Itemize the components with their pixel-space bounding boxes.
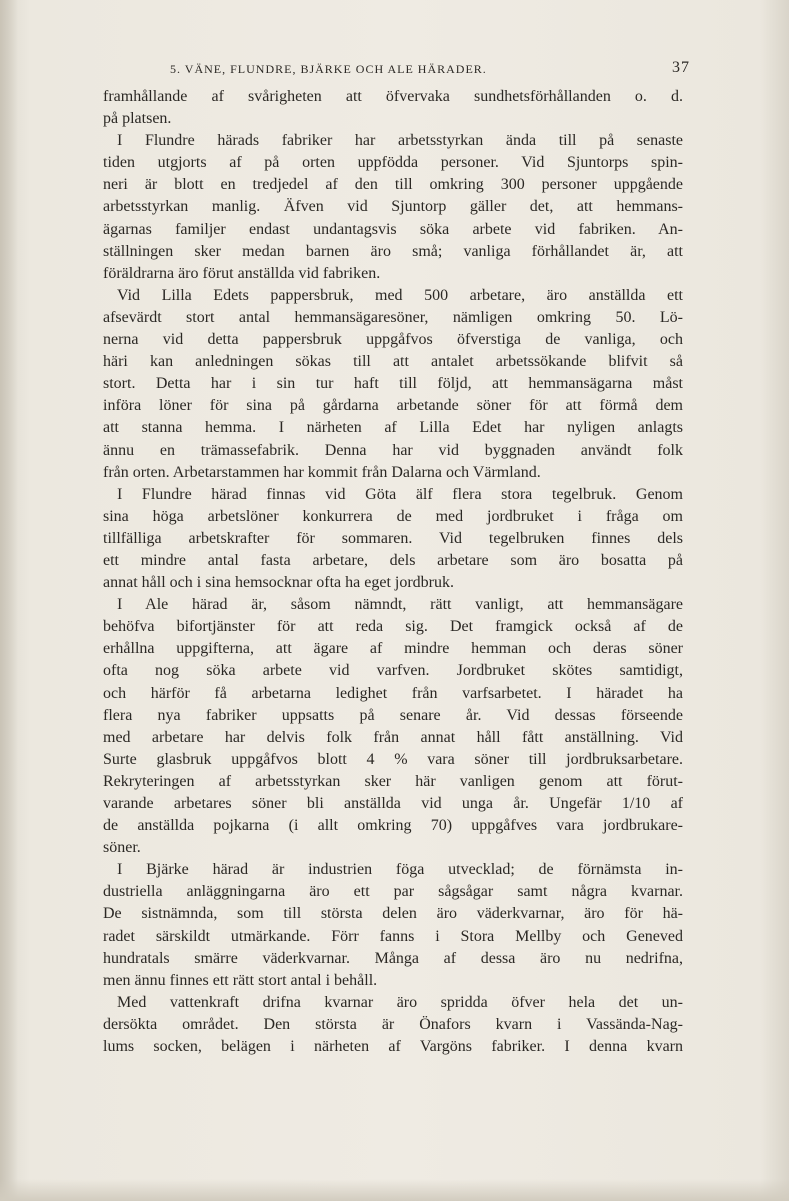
running-header — [170, 59, 690, 82]
text-line: sina höga arbetslöner konkurrera de med jordbruket i fråga om — [103, 507, 683, 525]
text-line: ställningen sker medan barnen äro små; vanliga förhållandet är, att — [103, 242, 683, 260]
text-line: att stanna hemma. I närheten af Lilla Edet har nyligen anlagts — [103, 419, 683, 437]
text-line: på platsen. — [103, 110, 172, 128]
text-line: och härför få arbetarna ledighet från varfsarbetet. I häradet ha — [103, 684, 683, 702]
text-line: med arbetare har delvis folk från annat håll fått anställning. Vid — [103, 728, 683, 746]
text-line: införa löner för sina på gårdarna arbetande söner för att förmå dem — [103, 397, 683, 415]
text-line: föräldrarna äro förut anställda vid fabriken. — [103, 264, 381, 282]
text-line: framhållande af svårigheten att öfvervaka sundhetsförhållanden o. d. — [103, 88, 683, 105]
text-line: ägarnas familjer endast undantagsvis söka arbete vid fabriken. An- — [103, 220, 683, 238]
text-line: söner. — [103, 839, 141, 857]
text-line: Vid Lilla Edets pappersbruk, med 500 arbetare, äro anställda ett — [117, 286, 683, 304]
text-line: ett mindre antal fasta arbetare, dels arbetare som äro bosatta på — [103, 551, 683, 569]
text-line: erhållna uppgifterna, att ägare af mindre hemman och deras söner — [103, 640, 683, 658]
page-shadow-bottom — [0, 1179, 789, 1201]
page-shadow-left — [0, 0, 18, 1201]
body-text — [103, 86, 683, 1058]
text-line: I Ale härad är, såsom nämndt, rätt vanligt, att hemmansägare — [117, 596, 683, 614]
text-line: hundratals smärre väderkvarnar. Många af dessa äro nu nedrifna, — [103, 949, 683, 967]
text-line: annat håll och i sina hemsocknar ofta ha eget jordbruk. — [103, 574, 454, 592]
text-line: varande arbetares söner bli anställda vid unga år. Ungefär 1/10 af — [103, 795, 683, 812]
text-line: flera nya fabriker uppsatts på senare år. Vid dessas förseende — [103, 706, 683, 724]
text-line: men ännu finnes ett rätt stort antal i behåll. — [103, 971, 378, 989]
text-line: De sistnämnda, som till största delen äro väderkvarnar, äro för hä- — [103, 905, 683, 923]
text-line: behöfva bifortjänster för att reda sig. Det framgick också af de — [103, 618, 683, 636]
text-line: arbetsstyrkan manlig. Äfven vid Sjuntorp gäller det, att hemmans- — [103, 198, 683, 216]
text-line: I Flundre härads fabriker har arbetsstyrkan ända till på senaste — [117, 132, 683, 150]
page-number: 37 — [672, 59, 690, 76]
text-line: Surte glasbruk uppgåfvos blott 4 % vara söner till jordbruksarbetare. — [103, 750, 683, 768]
text-line: från orten. Arbetarstammen har kommit från Dalarna och Värmland. — [103, 463, 541, 481]
text-line: dustriella anläggningarna äro ett par sågsågar samt några kvarnar. — [103, 883, 683, 901]
text-line: tillfälliga arbetskrafter för sommaren. Vid tegelbruken finnes dels — [103, 529, 683, 547]
text-line: afsevärdt stort antal hemmansägaresöner, nämligen omkring 50. Lö- — [103, 308, 683, 326]
text-line: radet särskildt utmärkande. Förr fanns i Stora Mellby och Geneved — [103, 927, 683, 945]
text-line: lums socken, belägen i närheten af Vargöns fabriker. I denna kvarn — [103, 1038, 683, 1056]
text-line: häri kan anledningen sökas till att antalet arbetssökande blifvit så — [103, 353, 683, 371]
chapter-title: 5. VÄNE, FLUNDRE, BJÄRKE OCH ALE HÄRADER. — [170, 62, 487, 76]
text-line: tiden utgjorts af på orten uppfödda personer. Vid Sjuntorps spin- — [103, 154, 683, 172]
text-line: I Bjärke härad är industrien föga utvecklad; de förnämsta in- — [117, 861, 683, 879]
text-line: stort. Detta har i sin tur haft till följd, att hemmansägarna måst — [103, 375, 683, 393]
text-line: de anställda pojkarna (i allt omkring 70) uppgåfves vara jordbrukare- — [103, 817, 683, 835]
text-line: neri är blott en tredjedel af den till omkring 300 personer uppgående — [103, 176, 683, 194]
text-line: nerna vid detta pappersbruk uppgåfvos öfverstiga de vanliga, och — [103, 331, 683, 349]
text-line: dersökta området. Den största är Önafors kvarn i Vassända-Nag- — [103, 1015, 683, 1033]
text-line: I Flundre härad finnas vid Göta älf flera stora tegelbruk. Genom — [117, 485, 683, 503]
text-line: ofta nog söka arbete vid varfven. Jordbruket skötes samtidigt, — [103, 662, 683, 680]
text-line: ännu en trämassefabrik. Denna har vid byggnaden användt folk — [103, 441, 683, 459]
text-line: Med vattenkraft drifna kvarnar äro spridda öfver hela det un- — [117, 993, 683, 1011]
text-line: Rekryteringen af arbetsstyrkan sker här vanligen genom att förut- — [103, 772, 683, 790]
